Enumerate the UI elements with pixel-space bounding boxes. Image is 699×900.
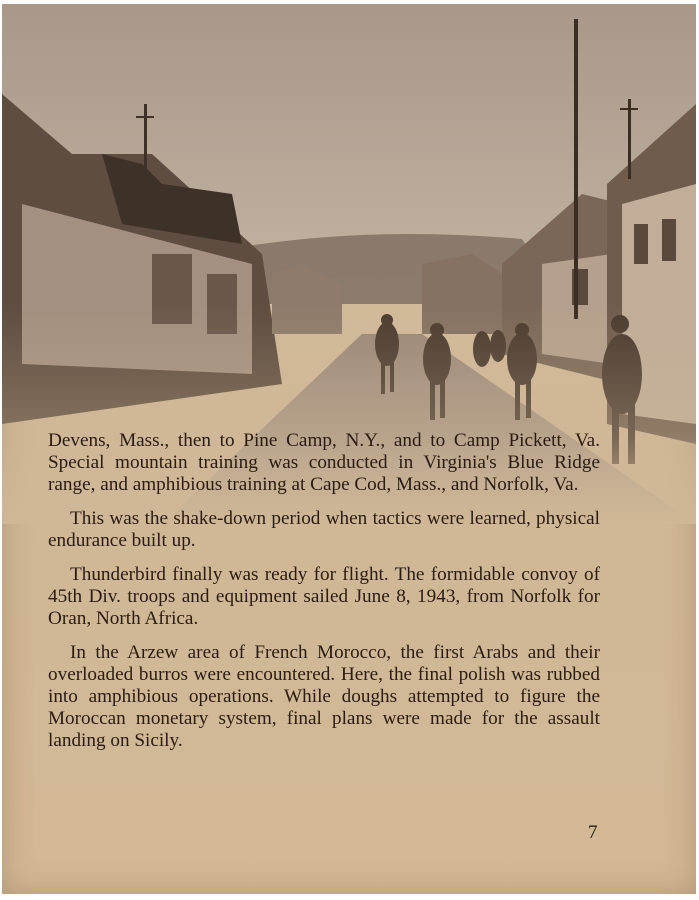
paragraph-1: Devens, Mass., then to Pine Camp, N.Y., and to Camp Pickett, Va. Special mountain training was conducted in Virginia's Blue Ridge range, and amphibious training at Cape Cod, Mass., and Norfolk, Va. — [48, 430, 600, 495]
paragraph-3: Thunderbird finally was ready for flight. The formidable convoy of 45th Div. troops and equipment sailed June 8, 1943, from Norfolk for Oran, North Africa. — [48, 564, 600, 629]
body-text — [48, 430, 600, 764]
paragraph-4: In the Arzew area of French Morocco, the first Arabs and their overloaded burros were encountered. Here, the final polish was rubbed into amphibious operations. While doughs attempted to figure the Moroccan monetary system, final plans were made for the assault landing on Sicily. — [48, 642, 600, 751]
paragraph-2: This was the shake-down period when tactics were learned, physical endurance built up. — [48, 508, 600, 551]
page-number: 7 — [588, 822, 598, 843]
book-page — [2, 4, 696, 894]
